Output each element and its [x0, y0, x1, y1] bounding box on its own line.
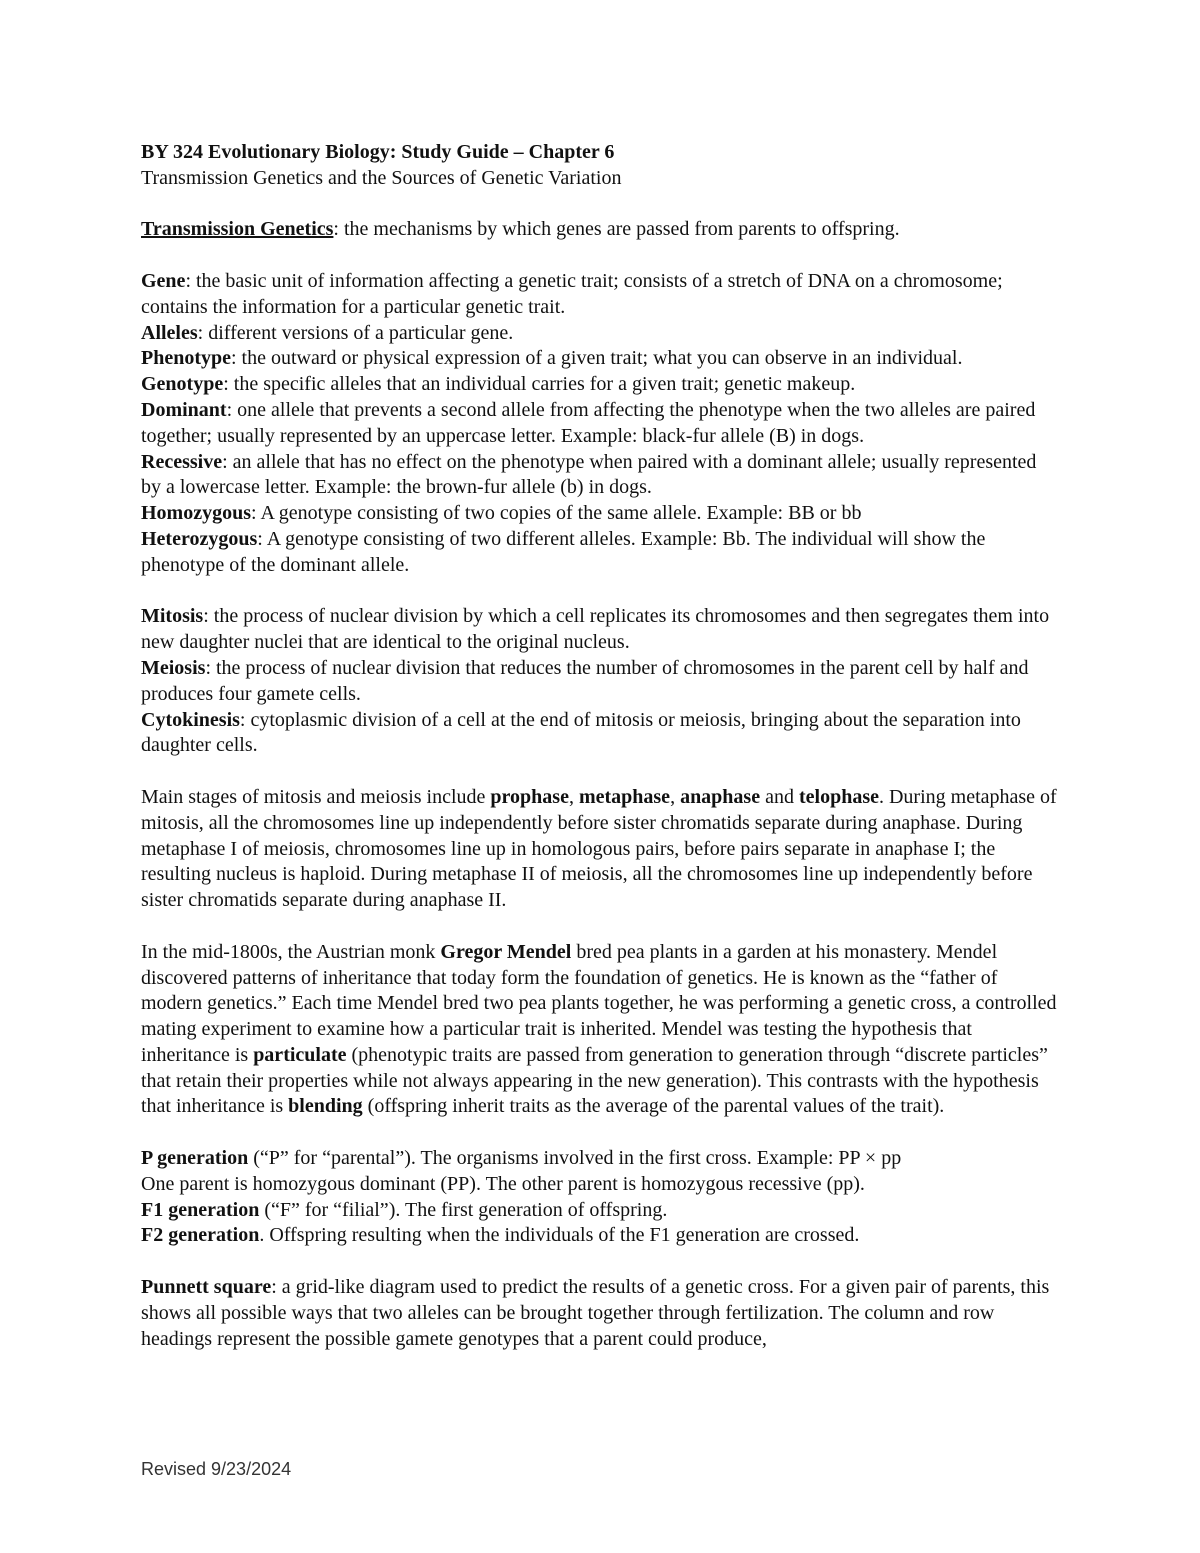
- term-label: Genotype: [141, 373, 224, 396]
- term-def: : the process of nuclear division that reduces the number of chromosomes in the parent cell by half and produces four gamete cells.: [141, 656, 1029, 705]
- bold-term: prophase: [490, 785, 569, 808]
- term-def: : a grid-like diagram used to predict the results of a genetic cross. For a given pair of parents, this shows all possible ways that two alleles can be brought together through fertilization. The column and row headings represent the possible gamete genotypes that a parent could produce,: [141, 1276, 1050, 1350]
- term-def: : A genotype consisting of two different alleles. Example: Bb. The individual will show the phenotype of the dominant allele.: [141, 527, 986, 576]
- intro-term: Transmission Genetics: [141, 218, 334, 241]
- spacer: [141, 579, 1061, 605]
- term-def: : the process of nuclear division by which a cell replicates its chromosomes and then segregates them into new daughter nuclei that are identical to the original nucleus.: [141, 605, 1050, 654]
- bold-term: metaphase: [578, 785, 671, 808]
- term-label: Punnett square: [141, 1276, 272, 1299]
- text-run: bred pea plants in a garden at his monastery. Mendel discovered patterns of inheritance that today form the foundation of genetics. He is known as the “father of modern genetics.” Each time Mendel bred two pea plants together, he was performing a genetic cross, a controlled mating experiment to examine how a particular trait is inherited. Mendel was testing the hypothesis that inheritance is: [141, 940, 1057, 1066]
- definition-meiosis: [141, 656, 1061, 708]
- bold-term: telophase: [798, 785, 879, 808]
- text-run: Main stages of mitosis and meiosis include: [141, 785, 491, 808]
- bold-term: blending: [288, 1095, 363, 1118]
- term-label: Gene: [141, 269, 186, 292]
- definition-homozygous: [141, 501, 1061, 527]
- definition-mitosis: [141, 604, 1061, 656]
- term-def: : A genotype consisting of two copies of the same allele. Example: BB or bb: [251, 502, 862, 525]
- term-def: : an allele that has no effect on the phenotype when paired with a dominant allele; usually represented by a lowercase letter. Example: the brown-fur allele (b) in dogs.: [141, 450, 1037, 499]
- p-generation: [141, 1146, 1061, 1172]
- mendel-paragraph: [141, 940, 1061, 1121]
- spacer: [141, 243, 1061, 269]
- definition-heterozygous: [141, 527, 1061, 579]
- term-def: . Offspring resulting when the individuals of the F1 generation are crossed.: [259, 1224, 860, 1247]
- term-label: P generation: [141, 1147, 249, 1170]
- term-def: : the basic unit of information affecting a genetic trait; consists of a stretch of DNA on a chromosome; contains the information for a particular genetic trait.: [141, 269, 1003, 318]
- revision-footer: Revised 9/23/2024: [141, 1459, 292, 1479]
- text-run: . During metaphase of mitosis, all the chromosomes line up independently before sister chromatids separate during anaphase. During metaphase I of meiosis, chromosomes line up in homologous pairs, before pairs separate in anaphase I; the resulting nucleus is haploid. During metaphase II of meiosis, all the chromosomes line up independently before sister chromatids separate during anaphase II.: [141, 785, 1057, 912]
- definition-recessive: [141, 450, 1061, 502]
- term-label: Meiosis: [141, 656, 206, 679]
- text-run: and: [760, 785, 799, 808]
- bold-term: anaphase: [680, 785, 761, 808]
- term-label: Dominant: [141, 398, 227, 421]
- term-def: : different versions of a particular gene.: [197, 321, 514, 344]
- spacer: [141, 1120, 1061, 1146]
- term-label: Recessive: [141, 450, 223, 473]
- term-label: Phenotype: [141, 347, 231, 370]
- term-def: : the outward or physical expression of a given trait; what you can observe in an individual.: [231, 347, 963, 370]
- bold-term: particulate: [253, 1043, 347, 1066]
- definition-genotype: [141, 372, 1061, 398]
- term-def: : the specific alleles that an individual carries for a given trait; genetic makeup.: [223, 373, 856, 396]
- text-run: (offspring inherit traits as the average of the parental values of the trait).: [362, 1095, 945, 1118]
- text-run: ,: [670, 785, 681, 808]
- spacer: [141, 192, 1061, 218]
- intro-def: : the mechanisms by which genes are passed from parents to offspring.: [333, 218, 900, 241]
- text-run: ,: [568, 785, 579, 808]
- definition-phenotype: [141, 346, 1061, 372]
- text-run: In the mid-1800s, the Austrian monk: [141, 940, 441, 963]
- spacer: [141, 1249, 1061, 1275]
- punnett-definition: [141, 1275, 1061, 1352]
- definition-dominant: [141, 398, 1061, 450]
- definition-gene: [141, 269, 1061, 321]
- spacer: [141, 914, 1061, 940]
- term-label: Mitosis: [141, 605, 204, 628]
- term-label: F1 generation: [141, 1198, 260, 1221]
- definition-cytokinesis: [141, 708, 1061, 760]
- p-generation-note: One parent is homozygous dominant (PP). The other parent is homozygous recessive (pp).: [141, 1172, 865, 1195]
- term-def: : one allele that prevents a second allele from affecting the phenotype when the two alleles are paired together; usually represented by an uppercase letter. Example: black-fur allele (B) in dogs.: [141, 398, 1036, 447]
- term-def: : cytoplasmic division of a cell at the end of mitosis or meiosis, bringing about the separation into daughter cells.: [141, 708, 1021, 757]
- term-label: F2 generation: [141, 1224, 260, 1247]
- intro-definition: [141, 217, 1061, 243]
- document-subtitle: Transmission Genetics and the Sources of Genetic Variation: [141, 166, 622, 189]
- f2-generation: [141, 1223, 1061, 1249]
- bold-term: Gregor Mendel: [440, 940, 572, 963]
- text-run: (phenotypic traits are passed from generation to generation through “discrete particles” that retain their properties while not always appearing in the new generation). This contrasts with the hypothesis that inheritance is: [141, 1043, 1048, 1118]
- term-label: Cytokinesis: [141, 708, 240, 731]
- definition-alleles: [141, 321, 1061, 347]
- term-label: Homozygous: [141, 502, 251, 525]
- document-title: BY 324 Evolutionary Biology: Study Guide – Chapter 6: [141, 141, 615, 163]
- spacer: [141, 759, 1061, 785]
- term-def: (“P” for “parental”). The organisms involved in the first cross. Example: PP × pp: [248, 1147, 902, 1170]
- term-label: Alleles: [141, 321, 198, 344]
- document-page: [141, 140, 1061, 1352]
- term-def: (“F” for “filial”). The first generation of offspring.: [259, 1198, 668, 1221]
- f1-generation: [141, 1198, 1061, 1224]
- stages-paragraph: [141, 785, 1061, 914]
- term-label: Heterozygous: [141, 527, 258, 550]
